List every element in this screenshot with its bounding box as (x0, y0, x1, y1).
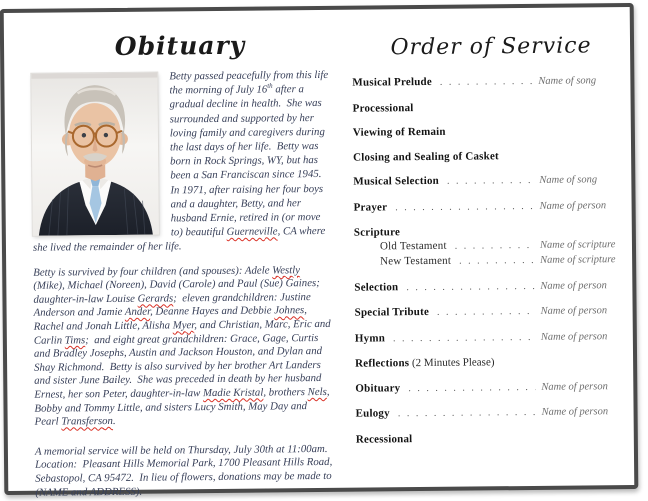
text-segment: , Bobby and Tommy Little, and sisters Lucy Smith, May Day and Pearl (34, 385, 333, 428)
text-segment: , and Christian, Marc, Eric and Carlin (33, 317, 334, 347)
service-item-value: Name of person (541, 380, 608, 393)
service-item-value: Name of scripture (539, 239, 616, 251)
service-item (353, 124, 631, 139)
service-item-note: (2 Minutes Please) (409, 356, 495, 370)
text-segment: A memorial service will be held on Thursday, July 30th at 11:00am. Location: Pleasant Hills Memorial Park, 1700 Pleasant Hills Road, Sebastopol, CA 95472. In lieu of flowers, donations may be made to (NAME and ADDRESS). (34, 442, 336, 499)
misspelled-word: Myer (172, 319, 195, 332)
order-of-service-title: Order of Service (390, 33, 592, 61)
text-segment: , Deanne Hayes and Debbie (150, 304, 275, 319)
service-item-value: Name of person (541, 406, 609, 418)
misspelled-word: Westly (272, 263, 301, 277)
misspelled-word: Ander (124, 306, 151, 319)
misspelled-word: Nels (307, 385, 327, 399)
service-item (353, 148, 631, 163)
service-item (354, 198, 632, 214)
dot-leader (437, 306, 535, 319)
obituary-title: Obituary (114, 30, 246, 61)
service-item-label: Obituary (355, 381, 401, 395)
service-item-label: Old Testament (379, 239, 447, 253)
service-item-label: Selection (354, 280, 399, 294)
service-item-label: New Testament (380, 254, 452, 268)
service-item-label: Special Tribute (354, 305, 430, 319)
service-item (354, 238, 632, 254)
dot-leader (455, 240, 534, 253)
service-item (353, 100, 631, 115)
obituary-paragraph (33, 264, 333, 430)
text-segment: Betty is survived by four children (and spouses): Adele (33, 264, 273, 279)
text-segment: th (267, 82, 273, 91)
text-segment: (Mike), Michael (Noreen), David (Carole) and Paul (Sue) Gaines; daughter-in-law Louise (33, 263, 326, 306)
dot-leader (406, 280, 534, 293)
text-segment: ; and eight great grandchildren: Grace, Gage, Curtis and Bradley Josephs, Austin and Jackson Houston, and Dylan and Shay Richmond. Betty is also survived by her brother Art Landers and sister June Bailey. She was preceded in death by her husband Ernest, her son Peter, daughter-in-law (33, 331, 325, 401)
text-segment: . (112, 415, 116, 428)
service-item (354, 278, 632, 294)
service-item-label: Processional (352, 101, 414, 115)
service-item (353, 173, 631, 189)
text-segment: , Rachel and Jonah Little, Alisha (33, 304, 310, 333)
portrait-photo (31, 73, 159, 236)
text-segment: Betty passed peacefully from this life the morning of July 16 (169, 68, 331, 97)
service-item-value: Name of scripture (540, 254, 616, 266)
service-item-label: Musical Prelude (352, 75, 432, 89)
dot-leader (440, 76, 533, 89)
program-sheet (0, 3, 638, 499)
obituary-paragraph (35, 443, 334, 500)
service-item (355, 304, 633, 320)
text-segment: after a gradual decline in health. She was surrounded and supported by her loving family and caregivers during the last days of her life. Betty was born in Rock Springs, WY, but has been a San Franciscan since 1945. In 1971, after raising her four boys and a daughter, Betty, and her husband Ernie, retired in (or move to) beautiful (169, 83, 328, 239)
service-item (356, 430, 634, 445)
service-item-label: Eulogy (355, 407, 390, 420)
service-item-label: Musical Selection (353, 174, 440, 188)
text-segment: , brothers (263, 386, 308, 399)
service-item-label: Recessional (355, 432, 413, 446)
misspelled-word: Madie Kristal (202, 386, 264, 400)
service-item-label: Viewing of Remain (352, 125, 446, 139)
service-item-label: Hymn (354, 331, 386, 345)
dot-leader (398, 407, 536, 420)
misspelled-word: Johnes (274, 304, 305, 317)
service-item (355, 355, 633, 370)
service-item (352, 74, 630, 90)
service-item-value: Name of person (540, 330, 608, 343)
dot-leader (459, 255, 534, 268)
service-item-label: Prayer (353, 200, 388, 214)
service-item-value: Name of song (539, 174, 598, 186)
dot-leader (393, 331, 535, 344)
dot-leader (408, 381, 535, 394)
service-item (354, 224, 632, 239)
text-segment: , CA where she lived the remainder of her life. (32, 225, 329, 255)
misspelled-word: Tims (64, 333, 86, 347)
service-item-label: Scripture (353, 226, 401, 239)
service-item-label: Reflections (355, 357, 410, 370)
portrait-illustration (31, 73, 159, 236)
service-item-value: Name of person (540, 279, 607, 292)
misspelled-word: Gerards (137, 292, 174, 305)
service-item-value: Name of person (539, 199, 607, 212)
service-item (355, 379, 633, 395)
service-item (356, 405, 634, 421)
service-item-value: Name of person (540, 305, 608, 317)
dot-leader (395, 200, 534, 213)
obituary-page (31, 30, 334, 501)
text-segment: ; eleven grandchildren: Justine Anderson and Jamie (33, 290, 314, 320)
service-item (354, 253, 632, 269)
misspelled-word: Transferson (61, 415, 113, 428)
service-item (355, 329, 633, 345)
misspelled-word: Guerneville (226, 225, 278, 239)
service-item-label: Closing and Sealing of Casket (353, 149, 499, 164)
service-item-value: Name of song (538, 75, 597, 87)
service-list (352, 74, 634, 445)
order-of-service-page (352, 33, 634, 458)
dot-leader (447, 175, 534, 188)
